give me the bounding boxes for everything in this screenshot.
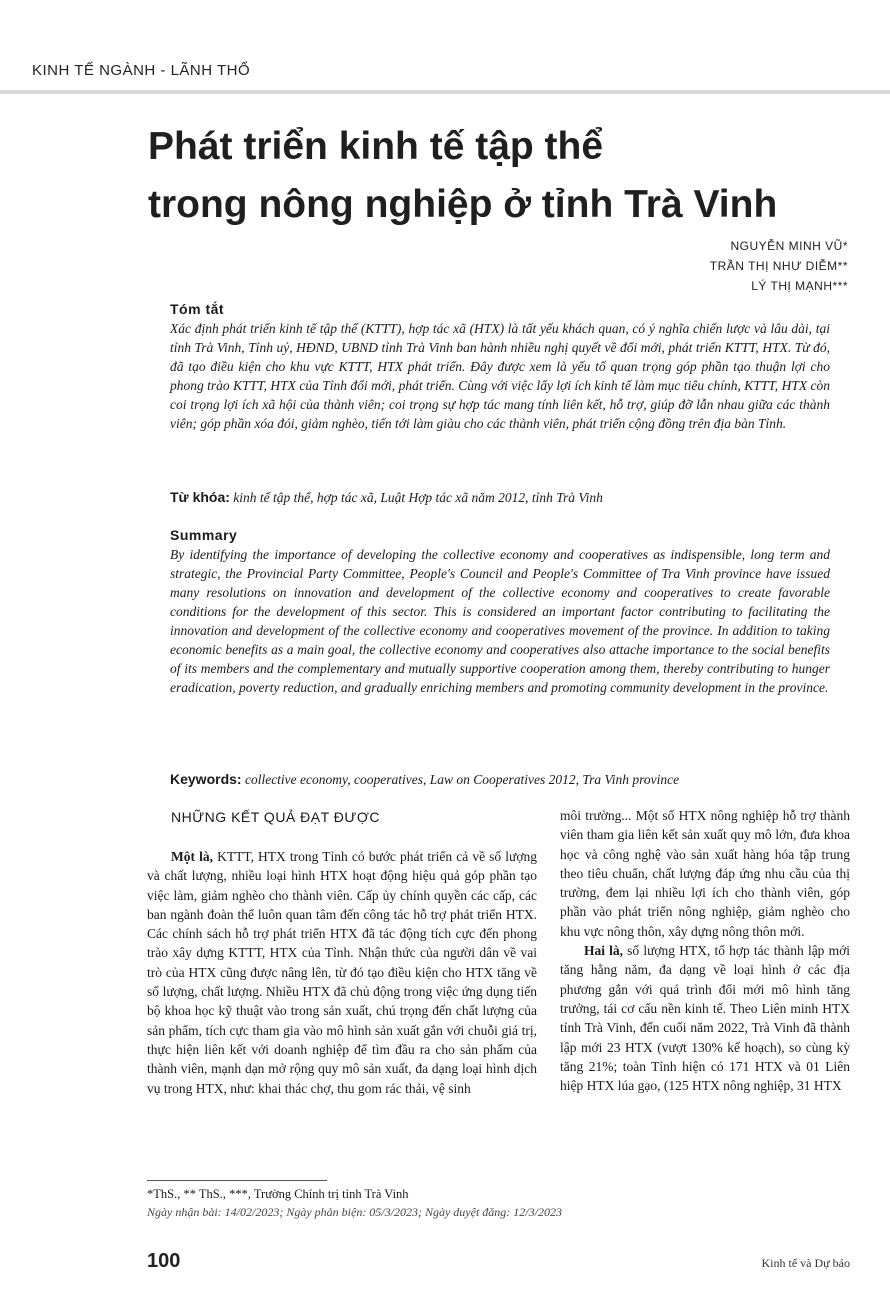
paragraph-3 bbox=[560, 941, 850, 1095]
body-heading: NHỮNG KẾT QUẢ ĐẠT ĐƯỢC bbox=[171, 809, 380, 825]
paragraph-1-lead: Một là, bbox=[171, 849, 213, 864]
abstract-vi bbox=[170, 300, 830, 433]
section-divider bbox=[0, 90, 890, 94]
body-column-left bbox=[147, 808, 537, 1098]
keywords-en-label: Keywords: bbox=[170, 771, 242, 787]
body-column-right bbox=[560, 806, 850, 1095]
keywords-vi-label: Từ khóa: bbox=[170, 489, 230, 505]
abstract-en bbox=[170, 526, 830, 697]
paragraph-2: môi trường... Một số HTX nông nghiệp hỗ trợ thành viên tham gia liên kết sản xuất quy mô lớn, đưa khoa học và công nghệ vào sản xuất hàng hóa tập trung theo tiêu chuẩn, chất lượng đáp ứng nhu cầu của thị trường, đem lại nhiều lợi ích cho thành viên, góp phần vào phát triển nông nghiệp, giảm nghèo cho khu vực nông thôn, xây dựng nông thôn mới. bbox=[560, 808, 850, 939]
author-1: NGUYỄN MINH VŨ* bbox=[730, 239, 848, 253]
paragraph-3-text: số lượng HTX, tổ hợp tác thành lập mới tăng hằng năm, đa dạng về loại hình ở các địa phương gắn với quá trình đổi mới mô hình tăng trưởng, tái cơ cấu nền kinh tế. Theo Liên minh HTX tỉnh Trà Vinh, đến cuối năm 2022, Trà Vinh đã thành lập mới 23 HTX (vượt 130% kế hoạch), so cùng kỳ tăng 21%; toàn Tỉnh hiện có 171 HTX và 01 Liên hiệp HTX lúa gạo, (125 HTX nông nghiệp, 31 HTX bbox=[560, 943, 850, 1094]
keywords-vi bbox=[170, 488, 840, 507]
keywords-en bbox=[170, 770, 840, 789]
paragraph-1-text: KTTT, HTX trong Tỉnh có bước phát triển cả về số lượng và chất lượng, nhiều loại hình HTX hoạt động hiệu quả góp phần tạo việc làm, giảm nghèo cho thành viên. Cấp ủy chính quyền các cấp, các ban ngành đoàn thể luôn quan tâm đến công tác hỗ trợ phát triển HTX. Các chính sách hỗ trợ phát triển HTX đã tác động tích cực đến phong trào xây dựng KTTT, HTX của Tỉnh. Nhận thức của người dân về vai trò của HTX cũng được nâng lên, từ đó tạo điều kiện cho HTX tăng về số lượng, chất lượng. Nhiều HTX đã chủ động trong việc ứng dụng tiến bộ khoa học kỹ thuật vào trong sản xuất, chú trọng đến chất lượng của sản phẩm, tích cực tham gia vào mô hình sản xuất gắn với chuỗi giá trị, thực hiện liên kết với doanh nghiệp để tìm đầu ra cho sản phẩm của thành viên, mạnh dạn mở rộng quy mô sản xuất, đa dạng loại hình dịch vụ trong HTX, như: khai thác chợ, thu gom rác thải, vệ sinh bbox=[147, 849, 537, 1096]
author-list bbox=[710, 236, 848, 296]
footnote-affiliation: *ThS., ** ThS., ***, Trường Chính trị tỉnh Trà Vinh bbox=[147, 1187, 409, 1201]
abstract-en-text: By identifying the importance of developing the collective economy and cooperatives as indispensible, long term and strategic, the Provincial Party Committee, People's Council and People's Committee of Tra Vinh province have issued many resolutions on innovation and development of the collective economy and cooperatives to create favorable conditions for the development of this sector. This is considered an important factor contributing to facilitating the innovation and development of the collective economy and cooperatives movement of the province. In addition to taking economic benefits as a main goal, the collective economy and cooperatives also attache importance to the social benefits of its members and the complementary and mutually supportive cooperation among them, thereby contributing to hunger eradication, poverty reduction, and gradually enriching members and promoting community development in the province. bbox=[170, 547, 830, 695]
abstract-vi-heading: Tóm tắt bbox=[170, 301, 225, 317]
keywords-vi-text: kinh tế tập thể, hợp tác xã, Luật Hợp tác xã năm 2012, tỉnh Trà Vinh bbox=[233, 490, 603, 505]
abstract-en-heading: Summary bbox=[170, 527, 238, 543]
title-line-2: trong nông nghiệp ở tỉnh Trà Vinh bbox=[148, 183, 778, 226]
section-label: KINH TẾ NGÀNH - LÃNH THỔ bbox=[32, 62, 251, 79]
page-number: 100 bbox=[147, 1250, 181, 1272]
journal-name: Kinh tế và Dự báo bbox=[761, 1256, 850, 1270]
paragraph-3-lead: Hai là, bbox=[584, 943, 624, 959]
author-3: LÝ THỊ MẠNH*** bbox=[751, 279, 848, 293]
article-title bbox=[148, 118, 868, 234]
author-2: TRẦN THỊ NHƯ DIỄM** bbox=[709, 259, 848, 273]
footnote-divider bbox=[147, 1180, 327, 1181]
footnote-dates: Ngày nhận bài: 14/02/2023; Ngày phản biện: 05/3/2023; Ngày duyệt đăng: 12/3/2023 bbox=[147, 1205, 562, 1219]
abstract-vi-text: Xác định phát triển kinh tế tập thể (KTTT), hợp tác xã (HTX) là tất yếu khách quan, có ý nghĩa chiến lược và lâu dài, tại tỉnh Trà Vinh, Tỉnh uỷ, HĐND, UBND tỉnh Trà Vinh ban hành nhiều nghị quyết về đổi mới, phát triển KTTT, HTX. Từ đó, đã tạo điều kiện cho khu vực KTTT, HTX phát triển. Đây được xem là yếu tố quan trọng góp phần tạo thuận lợi cho phong trào KTTT, HTX của Tỉnh đổi mới, phát triển. Cùng với việc lấy lợi ích kinh tế làm mục tiêu chính, KTTT, HTX còn coi trọng lợi ích xã hội của thành viên; coi trọng sự hợp tác mang tính liên kết, hỗ trợ, giúp đỡ lẫn nhau giữa các thành viên; góp phần xóa đói, giảm nghèo, tiến tới làm giàu cho các thành viên, phát triển cộng đồng trên địa bàn Tỉnh. bbox=[170, 321, 830, 431]
keywords-en-text: collective economy, cooperatives, Law on Cooperatives 2012, Tra Vinh province bbox=[244, 772, 680, 787]
title-line-1: Phát triển kinh tế tập thể bbox=[148, 125, 604, 168]
paragraph-1 bbox=[147, 847, 537, 1098]
